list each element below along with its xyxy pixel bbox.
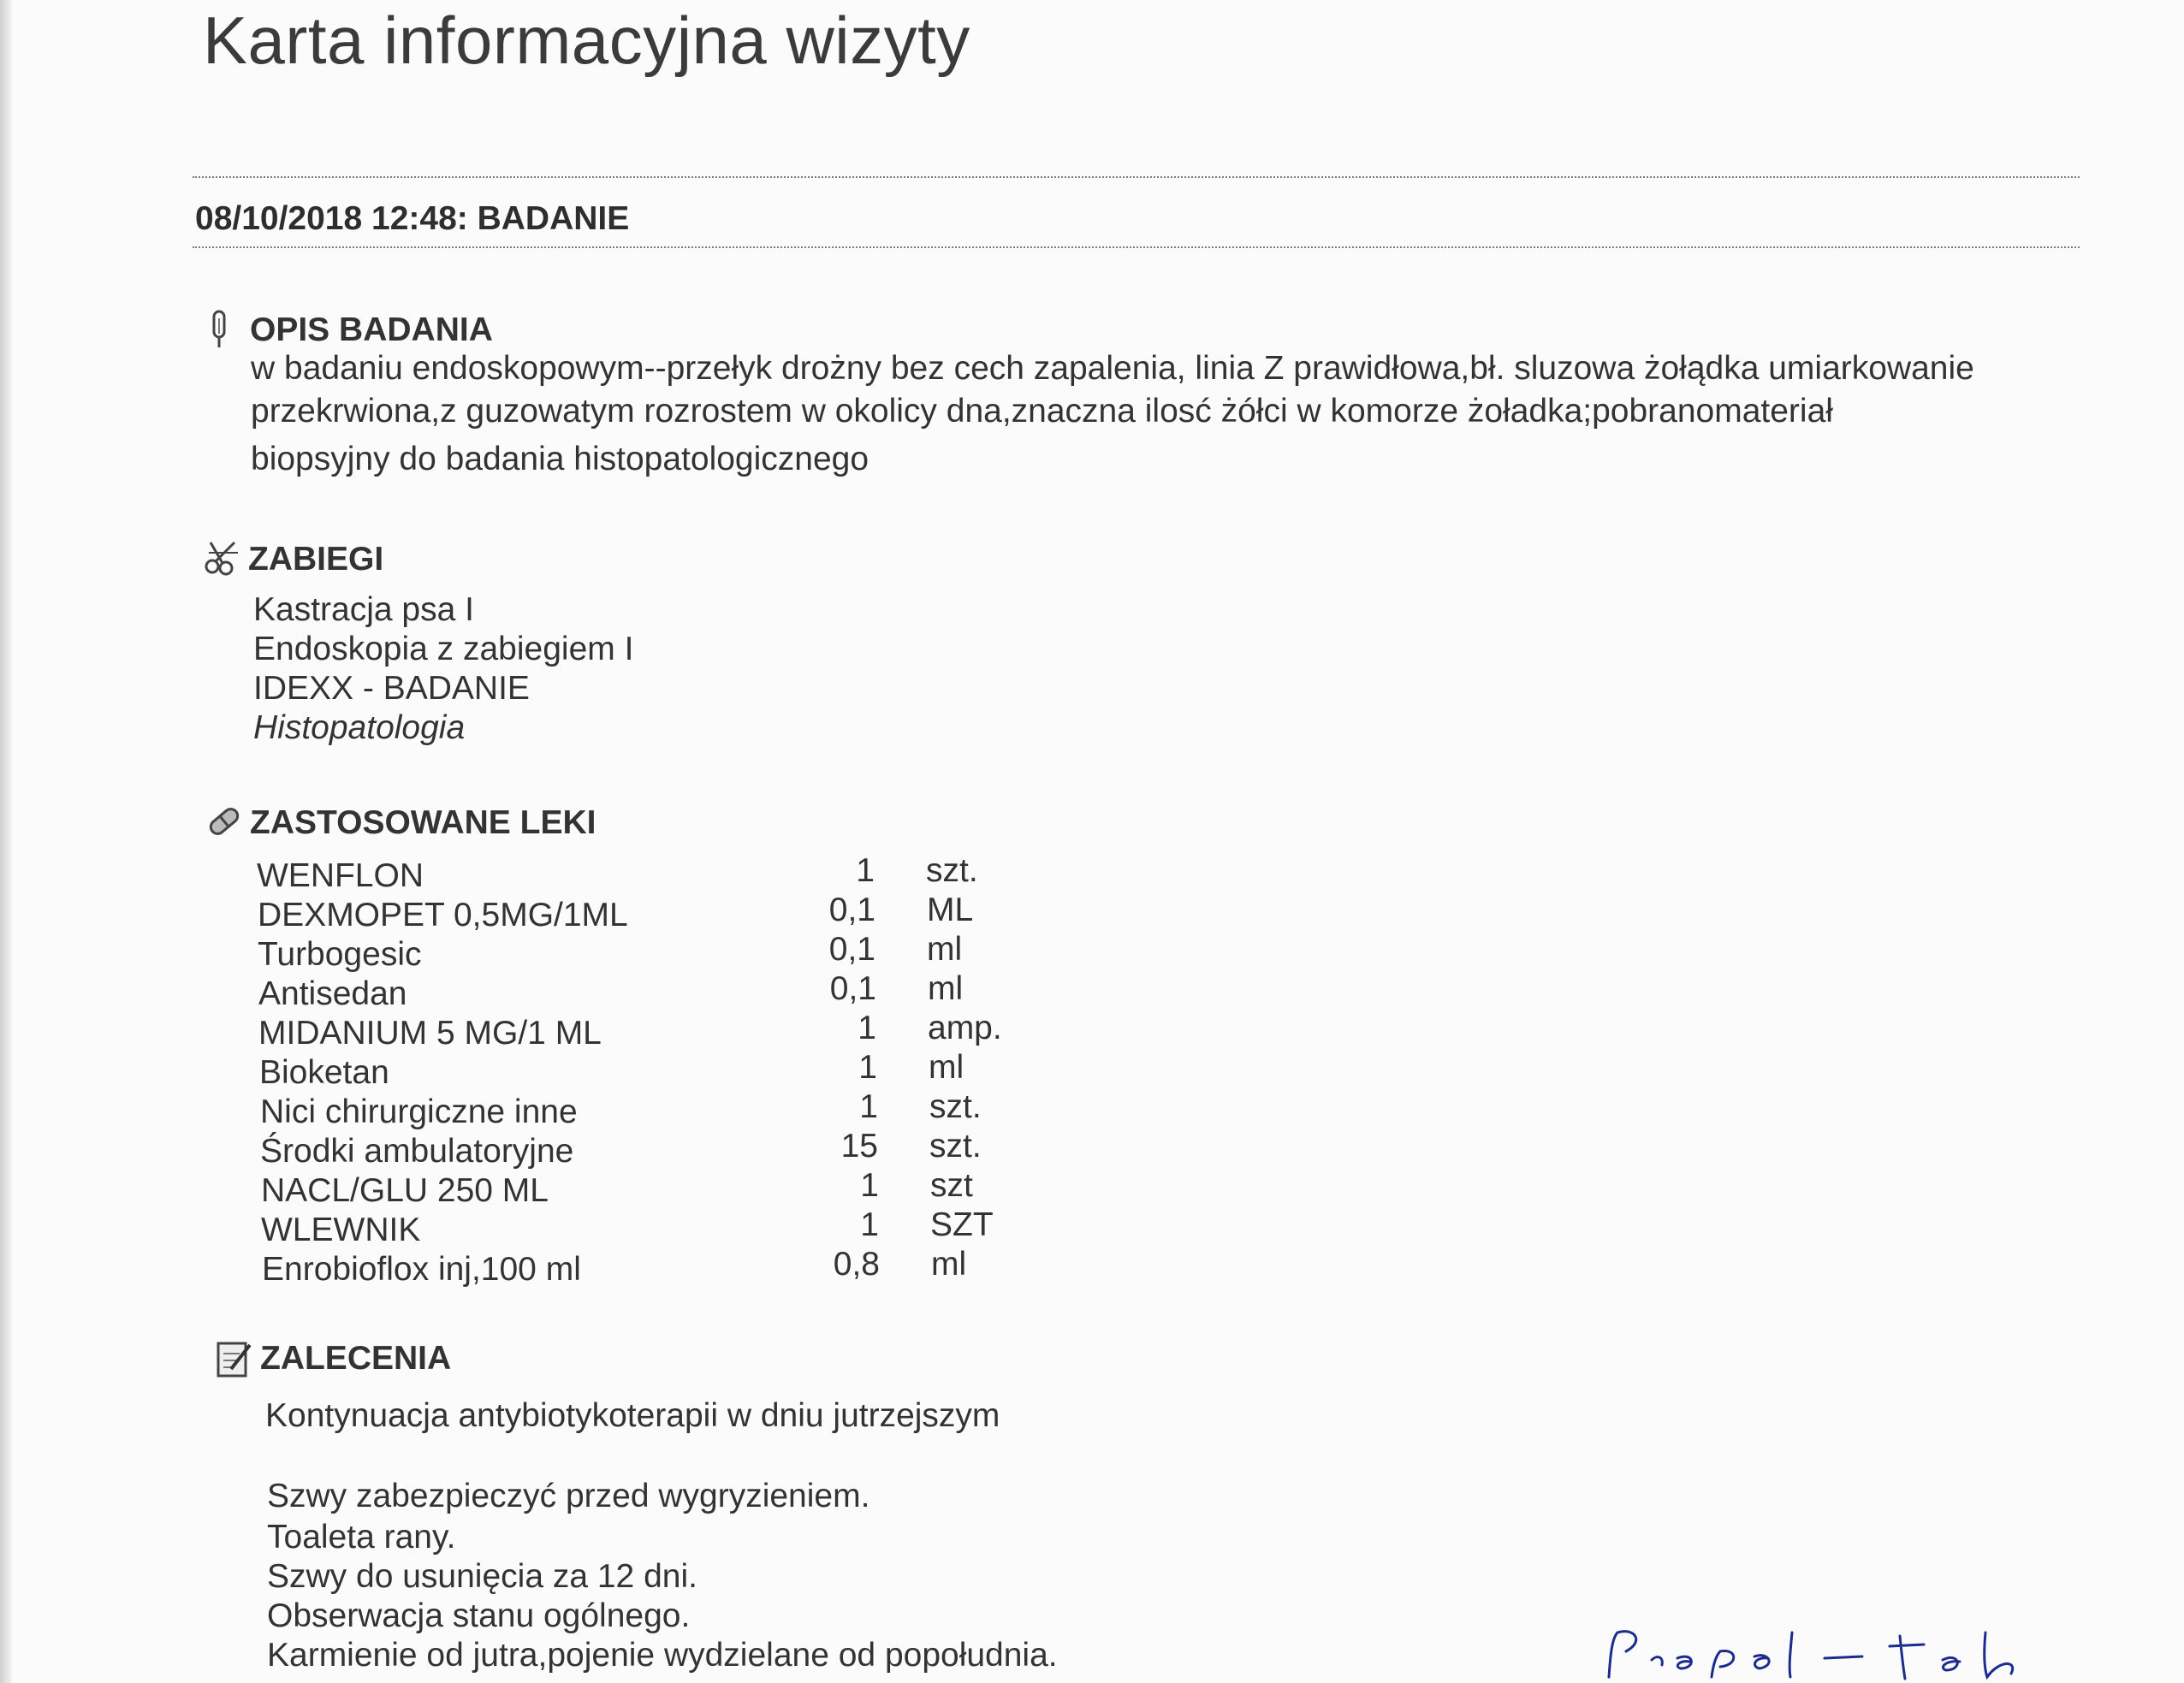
medication-name: Bioketan bbox=[259, 1054, 389, 1091]
recommendation-line: Obserwacja stanu ogólnego. bbox=[267, 1597, 691, 1634]
handwritten-note bbox=[1600, 1626, 2045, 1683]
exam-line-2: przekrwiona,z guzowatym rozrostem w okolicy dna,znaczna ilosć żółci w komorze żoładka;pobranomateriał bbox=[251, 393, 1833, 430]
medication-name: Turbogesic bbox=[258, 936, 422, 973]
medications-section-heading bbox=[205, 803, 596, 844]
medication-quantity: 0,8 bbox=[833, 1246, 880, 1283]
procedure-item: Endoskopia z zabiegiem I bbox=[253, 631, 634, 667]
medication-quantity: 1 bbox=[858, 1010, 876, 1046]
medication-quantity: 0,1 bbox=[828, 931, 875, 968]
medication-name: WLEWNIK bbox=[261, 1212, 421, 1248]
medication-quantity: 1 bbox=[860, 1167, 879, 1204]
recommendations-section-heading bbox=[216, 1338, 451, 1379]
medication-unit: ML bbox=[927, 892, 974, 928]
exam-line-1: w badaniu endoskopowym--przełyk drożny bez cech zapalenia, linia Z prawidłowa,bł. sluzowa żołądka umiarkowanie bbox=[251, 350, 1974, 387]
scan-edge bbox=[0, 0, 12, 1683]
medication-name: DEXMOPET 0,5MG/1ML bbox=[258, 897, 628, 933]
medication-unit: SZT bbox=[930, 1206, 994, 1243]
medication-name: Enrobioflox inj,100 ml bbox=[262, 1251, 581, 1288]
procedure-item: Kastracja psa I bbox=[253, 591, 474, 628]
procedure-item: IDEXX - BADANIE bbox=[253, 670, 530, 707]
medication-unit: amp. bbox=[928, 1010, 1002, 1046]
pill-icon bbox=[205, 803, 243, 844]
medication-unit: szt. bbox=[926, 852, 978, 889]
recommendation-line: Szwy do usunięcia za 12 dni. bbox=[267, 1558, 697, 1595]
medication-quantity: 1 bbox=[856, 852, 875, 889]
medication-unit: szt. bbox=[929, 1088, 982, 1125]
medication-quantity: 1 bbox=[858, 1049, 877, 1086]
medication-name: NACL/GLU 250 ML bbox=[261, 1172, 549, 1209]
medication-unit: ml bbox=[928, 970, 964, 1007]
medication-name: Nici chirurgiczne inne bbox=[260, 1093, 578, 1130]
medication-name: WENFLON bbox=[257, 857, 424, 894]
medication-unit: szt. bbox=[929, 1128, 982, 1164]
divider-bottom bbox=[193, 246, 2080, 248]
divider-top bbox=[193, 176, 2080, 178]
medication-quantity: 1 bbox=[860, 1206, 879, 1243]
medication-quantity: 15 bbox=[840, 1128, 878, 1164]
medication-unit: ml bbox=[927, 931, 963, 968]
exam-section-heading bbox=[205, 310, 493, 351]
exam-heading: OPIS BADANIA bbox=[250, 311, 493, 348]
medication-quantity: 1 bbox=[859, 1088, 878, 1125]
recommendation-line: Szwy zabezpieczyć przed wygryzieniem. bbox=[267, 1478, 870, 1514]
medication-unit: ml bbox=[931, 1246, 967, 1283]
notepad-pencil-icon bbox=[216, 1338, 253, 1379]
medication-quantity: 0,1 bbox=[828, 892, 875, 928]
exam-line-3: biopsyjny do badania histopatologicznego bbox=[251, 441, 869, 477]
page-title: Karta informacyjna wizyty bbox=[203, 3, 970, 78]
procedures-heading: ZABIEGI bbox=[248, 541, 384, 578]
medication-unit: szt bbox=[930, 1167, 973, 1204]
medication-unit: ml bbox=[929, 1049, 964, 1086]
procedure-item: Histopatologia bbox=[253, 709, 466, 746]
medications-heading: ZASTOSOWANE LEKI bbox=[250, 804, 596, 841]
medication-name: Środki ambulatoryjne bbox=[260, 1133, 574, 1170]
medication-quantity: 0,1 bbox=[829, 970, 876, 1007]
procedures-section-heading bbox=[204, 539, 383, 580]
recommendations-heading: ZALECENIA bbox=[260, 1340, 452, 1377]
medication-name: Antisedan bbox=[258, 975, 407, 1012]
medication-name: MIDANIUM 5 MG/1 ML bbox=[258, 1015, 602, 1052]
scissors-icon bbox=[204, 539, 241, 580]
thermometer-icon bbox=[205, 310, 243, 351]
recommendation-line: Kontynuacja antybiotykoterapii w dniu jutrzejszym bbox=[265, 1397, 1000, 1434]
recommendation-line: Toaleta rany. bbox=[267, 1519, 456, 1556]
recommendation-line: Karmienie od jutra,pojenie wydzielane od popołudnia. bbox=[267, 1637, 1058, 1674]
visit-header: 08/10/2018 12:48: BADANIE bbox=[195, 200, 630, 237]
